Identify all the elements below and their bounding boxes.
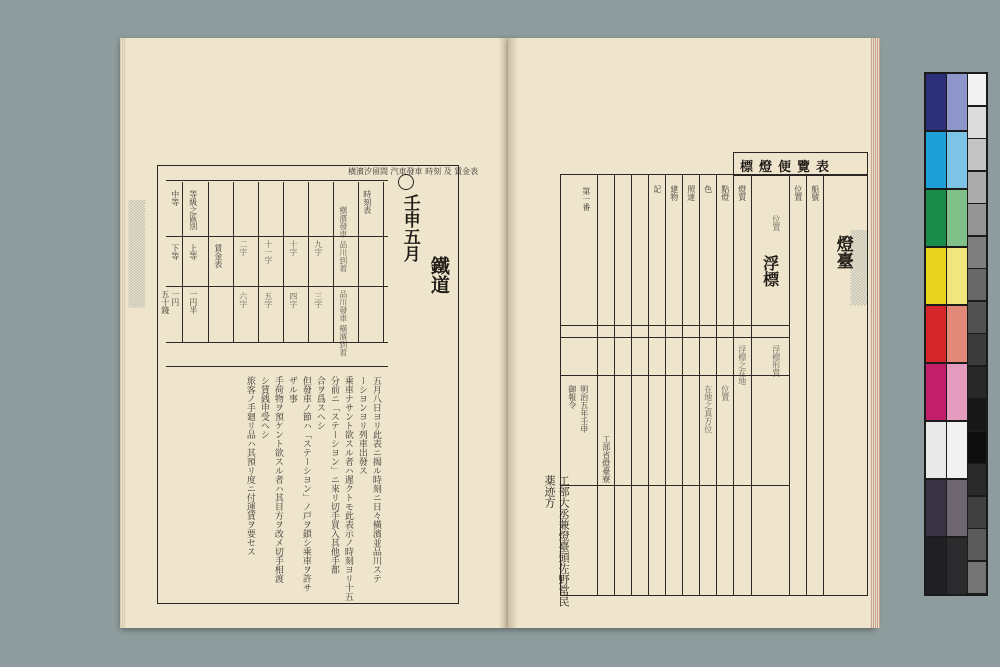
checker-swatch	[926, 306, 946, 362]
time-cell: 九字	[313, 240, 323, 256]
note-line: ーシヨンヨリ列車出發ス	[356, 376, 367, 475]
left-page-edge	[120, 38, 126, 628]
fare-header: 等級之區別	[188, 190, 198, 230]
checker-gray-patch	[968, 204, 986, 235]
note-line: 但發車ノ節ハ「ステーシヨン」ノ戸ヲ鎖シ乘車ヲ許サ	[300, 376, 311, 592]
fare-value: 一円半	[188, 290, 198, 314]
column-header: 記	[652, 185, 662, 193]
column-header: 船號	[810, 185, 820, 201]
table-row-rule	[166, 286, 388, 287]
footnote: 工部省燈臺寮	[601, 435, 611, 483]
right-header-title: 標燈便覽表	[740, 160, 836, 175]
note-line: ザル事	[286, 376, 297, 403]
notes-rule	[166, 366, 388, 367]
grid-rule	[751, 175, 752, 595]
checker-swatch	[947, 306, 967, 362]
grid-rule	[733, 175, 734, 595]
table-row-rule	[166, 342, 388, 343]
grid-rule	[806, 175, 807, 595]
time-cell: 十一字	[263, 240, 273, 264]
fare-label: 賃金表	[213, 244, 223, 268]
bleed-through-text-right: ▒▒▒▒▒▒▒	[850, 230, 866, 306]
page-gutter	[498, 38, 518, 628]
table-col-rule	[283, 182, 284, 342]
buoy-label: 浮標	[760, 255, 780, 287]
time-cell: 三字	[313, 292, 323, 308]
publisher-line: 工部大丞兼燈臺頭佐野常民	[557, 475, 571, 607]
grid-row-rule	[561, 375, 789, 376]
buoy-column: 位置	[720, 385, 730, 401]
grid-rule	[631, 175, 632, 595]
checker-gray-patch	[968, 139, 986, 170]
column-header: 位置	[793, 185, 803, 201]
grid-rule	[699, 175, 700, 595]
fare-value: 五十錢	[160, 290, 170, 314]
checker-swatch	[926, 248, 946, 304]
buoy-column: 在地之真方位	[703, 385, 713, 433]
column-header: 燈質	[737, 185, 747, 201]
grid-row-rule	[561, 485, 789, 486]
checker-gray-patch	[968, 399, 986, 430]
station-header: 橫濱發車 品川到着	[338, 206, 348, 273]
table-title: 橫濱汐留間 汽車發車 時刻 及 賃金表	[348, 167, 479, 176]
note-line: 手荷物ヲ預ケント欲スル者ハ其目方ヲ改メ切手相渡	[272, 376, 283, 583]
fare-class: 中等	[170, 190, 180, 206]
table-row-rule	[166, 236, 388, 237]
checker-gray-patch	[968, 74, 986, 105]
grid-rule	[716, 175, 717, 595]
grid-row-rule	[561, 337, 789, 338]
buoy-column: 浮標形質	[771, 345, 781, 377]
checker-gray-patch	[968, 107, 986, 138]
table-col-rule	[308, 182, 309, 342]
checker-gray-patch	[968, 172, 986, 203]
fare-class: 上等	[188, 244, 198, 260]
column-header: 建物	[669, 185, 679, 201]
table-col-rule	[233, 182, 234, 342]
checker-gray-patch	[968, 464, 986, 495]
fare-value: 一円	[170, 290, 180, 306]
checker-swatch	[926, 422, 946, 478]
column-header: 點燈	[720, 185, 730, 201]
checker-swatch	[947, 422, 967, 478]
timetable-label: 時刻表	[362, 190, 372, 214]
grid-rule	[789, 175, 790, 595]
grid-row-rule	[561, 325, 789, 326]
table-col-rule	[358, 182, 359, 342]
publisher-line: 御報令	[567, 385, 577, 409]
publisher-line: 薬迹方	[543, 475, 557, 508]
grid-rule	[614, 175, 615, 595]
time-cell: 二字	[238, 240, 248, 256]
checker-gray-patch	[968, 529, 986, 560]
table-rule	[166, 180, 388, 181]
checker-swatch	[947, 248, 967, 304]
checker-swatch	[947, 364, 967, 420]
note-line: 旅客ノ手廻リ品ハ其預リ度ニ付運賃ヲ要セス	[244, 376, 255, 556]
checker-swatch	[926, 538, 946, 594]
time-cell: 六字	[238, 292, 248, 308]
note-line: 乘車ナサント欲スル者ハ遲クトモ此表示ノ時刻ヨリ十五	[342, 376, 353, 601]
station-header: 品川發車 橫濱到着	[338, 290, 348, 357]
checker-gray-patch	[968, 334, 986, 365]
checker-swatch	[947, 74, 967, 130]
table-col-rule	[258, 182, 259, 342]
checker-gray-patch	[968, 562, 986, 593]
checker-gray-patch	[968, 269, 986, 300]
right-printed-frame	[543, 174, 868, 607]
checker-swatch	[926, 74, 946, 130]
checker-swatch	[926, 480, 946, 536]
buoy-column: 浮標之在地	[737, 345, 747, 385]
checker-swatch	[947, 132, 967, 188]
publisher-line: 明治五年壬申	[579, 385, 589, 433]
column-header: 照達	[686, 185, 696, 201]
table-col-rule	[208, 182, 209, 342]
note-line: シ賃銭申受ヘシ	[258, 376, 269, 439]
checker-swatch	[926, 190, 946, 246]
table-col-rule	[182, 182, 183, 342]
note-line: 五月八日ヨリ此表ニ揭ル時刻ニ日々橫濱並品川ステ	[370, 376, 381, 583]
checker-swatch	[926, 132, 946, 188]
grid-rule	[682, 175, 683, 595]
fare-class: 下等	[170, 244, 180, 260]
column-header: 色	[703, 185, 713, 193]
checker-swatch	[926, 364, 946, 420]
time-cell: 十字	[288, 240, 298, 256]
buoy-column: 位置	[771, 215, 781, 231]
left-printed-frame	[157, 165, 479, 604]
note-line: 合ヲ爲スヘシ	[314, 376, 325, 430]
grid-rule	[597, 175, 598, 595]
era-heading: 壬申五月	[399, 194, 420, 262]
grid-rule	[665, 175, 666, 595]
right-page-edge	[870, 38, 880, 628]
time-cell: 四字	[288, 292, 298, 308]
color-checker-card	[924, 72, 988, 596]
grid-rule	[648, 175, 649, 595]
checker-gray-patch	[968, 497, 986, 528]
time-cell: 五字	[263, 292, 273, 308]
row-label: 第一番	[581, 187, 591, 211]
checker-swatch	[947, 190, 967, 246]
lighthouse-label: 燈臺	[832, 235, 853, 269]
table-col-rule	[383, 182, 384, 342]
checker-gray-patch	[968, 432, 986, 463]
checker-gray-patch	[968, 237, 986, 268]
checker-swatch	[947, 480, 967, 536]
checker-swatch	[947, 538, 967, 594]
note-line: 分前ニ「ステーシヨン」ニ來リ切手買入其他手都	[328, 376, 339, 574]
table-col-rule	[333, 182, 334, 342]
grid-rule	[823, 175, 824, 595]
section-title: 鐵道	[427, 256, 450, 294]
bleed-through-text: ▒▒▒▒▒▒▒▒▒▒	[128, 200, 144, 308]
right-header-box	[733, 152, 868, 176]
checker-gray-patch	[968, 367, 986, 398]
checker-gray-patch	[968, 302, 986, 333]
